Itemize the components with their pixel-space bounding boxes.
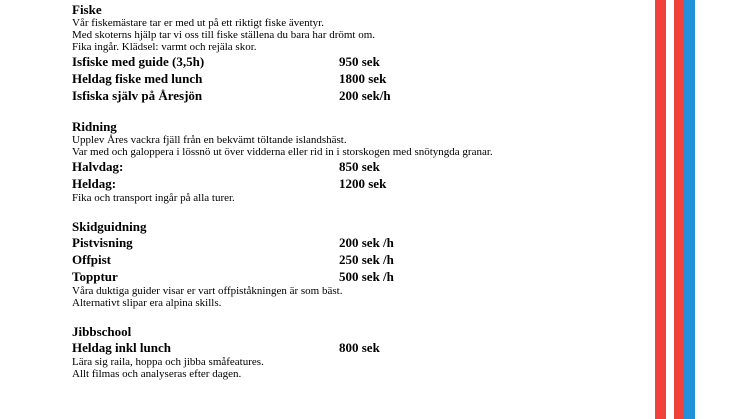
section-title: Fiske (72, 2, 102, 17)
section-title: Ridning (72, 119, 117, 134)
activity-price: 1200 sek (339, 176, 387, 191)
activity-price: 800 sek (339, 340, 380, 355)
activity-name: Isfiska själv på Åresjön (72, 88, 203, 103)
section-fiske (72, 2, 632, 104)
activity-price: 950 sek (339, 54, 380, 69)
activity-price: 500 sek /h (339, 269, 394, 284)
note-line: Lära sig raila, hoppa och jibba småfeatures. (72, 356, 264, 368)
decor-stripe-blue (684, 0, 695, 419)
activity-name: Pistvisning (72, 235, 133, 250)
price-list (72, 2, 632, 380)
description-line: Med skoterns hjälp tar vi oss till fiske ställena du bara har drömt om. (72, 29, 376, 41)
description-line: Vår fiskemästare tar er med ut på ett riktigt fiske äventyr. (72, 17, 324, 29)
activity-price: 200 sek /h (339, 235, 394, 250)
note-line: Allt filmas och analyseras efter dagen. (72, 368, 242, 380)
decor-stripe-red-1 (655, 0, 666, 419)
price-row (72, 268, 632, 285)
price-row (72, 339, 632, 356)
price-row (72, 175, 632, 192)
description-line: Fika ingår. Klädsel: varmt och rejäla skor. (72, 41, 257, 53)
price-row (72, 53, 632, 70)
activity-name: Offpist (72, 252, 111, 267)
note-line: Våra duktiga guider visar er vart offpiståkningen är som bäst. (72, 285, 343, 297)
section-title: Skidguidning (72, 219, 147, 234)
price-row (72, 87, 632, 104)
activity-price: 1800 sek (339, 71, 387, 86)
activity-name: Topptur (72, 269, 118, 284)
activity-name: Isfiske med guide (3,5h) (72, 54, 205, 69)
activity-price: 200 sek/h (339, 88, 391, 103)
activity-price: 250 sek /h (339, 252, 394, 267)
description-line: Upplev Åres vackra fjäll från en bekvämt töltande islandshäst. (72, 134, 347, 146)
section-ridning (72, 119, 632, 204)
price-row (72, 158, 632, 175)
activity-name: Halvdag: (72, 159, 124, 174)
price-row (72, 251, 632, 268)
section-jibbschool (72, 324, 632, 380)
note-line: Fika och transport ingår på alla turer. (72, 192, 235, 204)
activity-name: Heldag: (72, 176, 117, 191)
note-line: Alternativt slipar era alpina skills. (72, 297, 222, 309)
section-skidguidning (72, 219, 632, 309)
activity-name: Heldag inkl lunch (72, 340, 171, 355)
section-title: Jibbschool (72, 324, 132, 339)
activity-price: 850 sek (339, 159, 380, 174)
price-row (72, 70, 632, 87)
price-row (72, 234, 632, 251)
decor-stripe-red-2 (674, 0, 684, 419)
description-line: Var med och galoppera i lössnö ut över vidderna eller rid in i storskogen med snötyngda granar. (72, 146, 493, 158)
activity-name: Heldag fiske med lunch (72, 71, 203, 86)
